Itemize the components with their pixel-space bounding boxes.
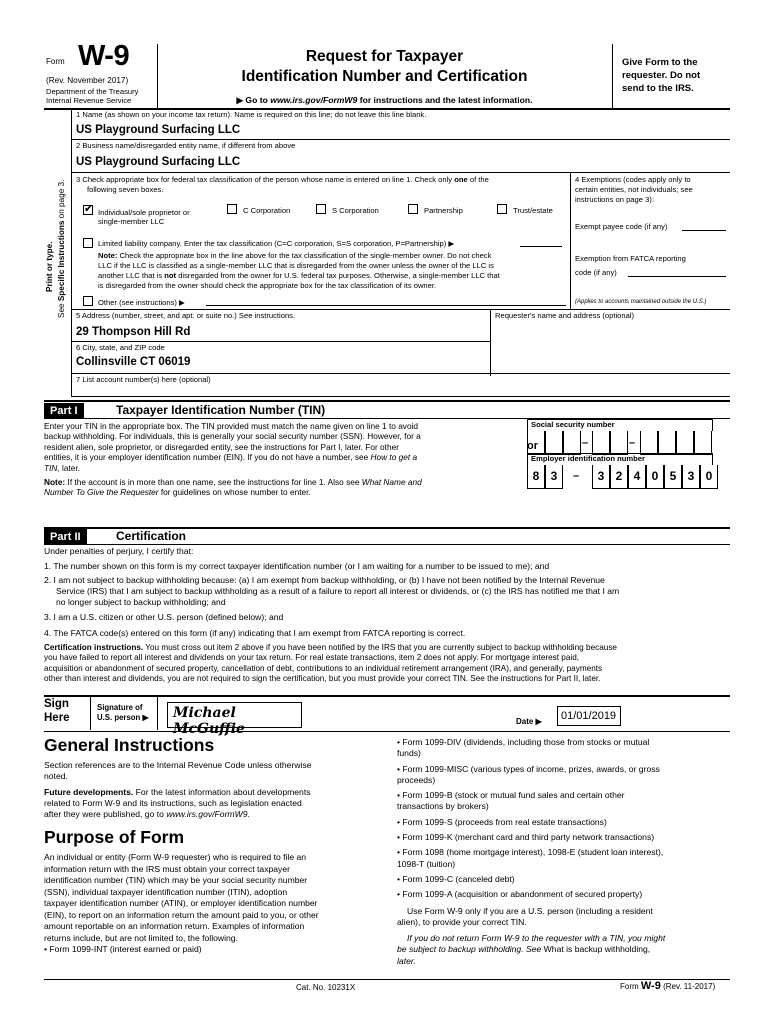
backup-line3: later. bbox=[397, 955, 416, 966]
note-line1 bbox=[98, 251, 491, 260]
pf-9: • Form 1099-INT (interest earned or paid) bbox=[44, 944, 202, 954]
signature-field[interactable] bbox=[167, 702, 302, 737]
ein-digit-box[interactable]: 0 bbox=[646, 465, 664, 489]
rule-after-line5 bbox=[71, 341, 490, 342]
part2-tag: Part II bbox=[44, 529, 87, 545]
rule-before-sign bbox=[44, 695, 730, 697]
ein-digit-box[interactable]: 4 bbox=[628, 465, 646, 489]
give-line1: Give Form to the bbox=[622, 57, 698, 68]
ein-label: Employer identification number bbox=[531, 454, 645, 463]
rule-after-line6 bbox=[71, 373, 730, 374]
form-1099-div: • Form 1099-DIV (dividends, including those from stocks or mutual bbox=[397, 737, 650, 747]
form-label: Form bbox=[46, 57, 65, 66]
n2a: Number To Give the Requester bbox=[44, 487, 159, 498]
side-divider bbox=[71, 109, 72, 397]
form-1098-cont: 1098-T (tuition) bbox=[397, 858, 456, 869]
form-1099-k: • Form 1099-K (merchant card and third party network transactions) bbox=[397, 832, 655, 843]
cert-instructions bbox=[44, 643, 730, 685]
future-dev-line1 bbox=[44, 787, 311, 798]
individual-label-2: single-member LLC bbox=[98, 217, 165, 226]
l3-b: one bbox=[454, 175, 468, 184]
requester-label: Requester's name and address (optional) bbox=[495, 311, 635, 320]
llc-checkbox[interactable] bbox=[83, 238, 93, 248]
note-line2: LLC if the LLC is classified as a single-member LLC that is disregarded from the owner unless the owner of the LLC is bbox=[98, 261, 494, 270]
ein-digit-box[interactable]: 3 bbox=[545, 465, 563, 489]
form-1099-misc-cont: proceeds) bbox=[397, 774, 436, 785]
ssn-label-box bbox=[527, 419, 713, 431]
note-3c: disregarded from the owner for U.S. federal tax purposes. Otherwise, a single-member LLC that bbox=[176, 271, 500, 280]
part1-tag: Part I bbox=[44, 403, 84, 419]
give-line2: requester. Do not bbox=[622, 70, 701, 81]
ssn-dash: – bbox=[582, 437, 589, 449]
p1-line1: Enter your TIN in the appropriate box. The TIN provided must match the name given on line 1 to avoid bbox=[44, 421, 419, 431]
form-name: W-9 bbox=[78, 40, 130, 72]
note-line3 bbox=[98, 271, 500, 280]
partnership-checkbox[interactable] bbox=[408, 204, 418, 214]
p1-5b: later. bbox=[59, 462, 80, 473]
fd-link[interactable]: www.irs.gov/FormW9. bbox=[166, 809, 250, 819]
llc-classification-input[interactable] bbox=[520, 246, 562, 247]
irs-link[interactable]: www.irs.gov/FormW9 bbox=[270, 95, 358, 105]
future-dev-line2: related to Form W-9 and its instructions, such as legislation enacted bbox=[44, 798, 302, 808]
ssn-digit-box[interactable] bbox=[694, 431, 712, 455]
fd-1: For the latest information about developments bbox=[133, 787, 311, 797]
pf-4: (SSN), individual taxpayer identification number (ITIN), adoption bbox=[44, 886, 288, 897]
address-field[interactable]: 29 Thompson Hill Rd bbox=[76, 326, 191, 338]
backup-line2 bbox=[397, 944, 665, 955]
n1b: If the account is in more than one name, see the instructions for line 1. Also see bbox=[65, 477, 362, 487]
n1c: What Name and bbox=[361, 477, 422, 487]
exemptions-label-2: certain entities, not individuals; see bbox=[575, 185, 693, 194]
form-title-line2: Identification Number and Certification bbox=[241, 68, 528, 85]
note-3a: another LLC that is bbox=[98, 271, 165, 280]
ci-line1 bbox=[44, 643, 730, 653]
exemptions-label: 4 Exemptions (codes apply only to bbox=[575, 175, 691, 184]
exempt-payee-input[interactable] bbox=[682, 230, 726, 231]
l3-a: 3 Check appropriate box for federal tax classification of the person whose name is entered on line 1. Check only bbox=[76, 175, 455, 184]
backup-2a: be subject to backup withholding. See bbox=[397, 944, 544, 955]
form-title-line1: Request for Taxpayer bbox=[305, 48, 464, 65]
trust-estate-label: Trust/estate bbox=[513, 206, 553, 215]
backup-line1: If you do not return Form W-9 to the requester with a TIN, you might bbox=[407, 933, 666, 944]
cert-item-2a: 2. I am not subject to backup withholding because: (a) I am exempt from backup withholding, or (b) I have not been notified by the Internal Revenue bbox=[44, 575, 605, 585]
give-line3: send to the IRS. bbox=[622, 83, 694, 94]
cert-item-4: 4. The FATCA code(s) entered on this form (if any) indicating that I am exempt from FATCA reporting is correct. bbox=[44, 628, 466, 638]
note-line-b bbox=[44, 487, 524, 497]
part2-title-rule bbox=[44, 544, 730, 545]
see-instructions-label bbox=[57, 180, 66, 318]
see-suffix: on page 3. bbox=[57, 179, 66, 221]
account-number-input[interactable] bbox=[71, 396, 730, 397]
fatca-label-2: code (if any) bbox=[575, 268, 617, 277]
c-corp-checkbox[interactable] bbox=[227, 204, 237, 214]
partnership-label: Partnership bbox=[424, 206, 463, 215]
l3-c: of the bbox=[467, 175, 489, 184]
individual-label: Individual/sole proprietor or bbox=[98, 208, 190, 217]
ein-digit-box[interactable]: 3 bbox=[682, 465, 700, 489]
c-corp-label: C Corporation bbox=[243, 206, 291, 215]
catalog-number: Cat. No. 10231X bbox=[296, 983, 356, 992]
line7-label: 7 List account number(s) here (optional) bbox=[76, 375, 211, 384]
ein-digit-box[interactable]: 8 bbox=[527, 465, 545, 489]
signature-value: Michael McGuffie bbox=[173, 705, 245, 737]
header-divider-right bbox=[612, 44, 613, 108]
goto-instructions bbox=[157, 95, 612, 106]
cert-item-3: 3. I am a U.S. citizen or other U.S. person (defined below); and bbox=[44, 612, 284, 622]
trust-estate-checkbox[interactable] bbox=[497, 204, 507, 214]
agency: Internal Revenue Service bbox=[46, 96, 132, 105]
form-1099-c: • Form 1099-C (canceled debt) bbox=[397, 873, 515, 884]
p1-line5 bbox=[44, 463, 524, 473]
backup-2b: What is backup withholding, bbox=[543, 944, 651, 955]
line1-label: 1 Name (as shown on your income tax return). Name is required on this line; do not leave this line blank. bbox=[76, 110, 427, 119]
rule-after-line1 bbox=[71, 139, 730, 140]
purpose-body bbox=[44, 852, 319, 956]
ssn-digit-box[interactable] bbox=[676, 431, 694, 455]
ci-bold: Certification instructions. bbox=[44, 643, 144, 652]
ci-line4: other than interest and dividends, you are not required to sign the certification, but you must provide your correct TIN. See the instructions for Part II, later. bbox=[44, 674, 601, 684]
ci-line3: acquisition or abandonment of secured property, cancellation of debt, contributions to an individual retirement arrangement (IRA), and generally, payments bbox=[44, 663, 603, 673]
s-corp-label: S Corporation bbox=[332, 206, 379, 215]
rule-after-line3 bbox=[71, 309, 730, 310]
goto-prefix: ▶ Go to bbox=[236, 95, 271, 105]
here-word: Here bbox=[44, 712, 70, 724]
future-dev-line3 bbox=[44, 809, 250, 820]
ssn-digit-box[interactable] bbox=[592, 431, 610, 455]
checkmark-icon: ✔ bbox=[84, 203, 94, 215]
goto-suffix: for instructions and the latest information. bbox=[357, 95, 533, 105]
pf-5: taxpayer identification number (ATIN), or employer identification number bbox=[44, 898, 318, 908]
other-label: Other (see instructions) ▶ bbox=[98, 298, 185, 307]
line3-exemption-divider bbox=[570, 172, 571, 309]
business-name-field[interactable]: US Playground Surfacing LLC bbox=[76, 156, 241, 168]
note-text1: Check the appropriate box in the line above for the tax classification of the single-member owner. Do not check bbox=[117, 251, 492, 260]
ci-1: You must cross out item 2 above if you have been notified by the IRS that you are currently subject to backup withholding because bbox=[143, 643, 617, 652]
or-label: or bbox=[527, 440, 538, 452]
footer-rev: (Rev. 11-2017) bbox=[660, 982, 716, 991]
note-3b: not bbox=[164, 271, 177, 280]
ein-digit-box[interactable]: 0 bbox=[700, 465, 718, 489]
exempt-payee-label: Exempt payee code (if any) bbox=[575, 222, 668, 231]
footer-form-label: Form bbox=[620, 982, 641, 991]
revision: (Rev. November 2017) bbox=[46, 76, 129, 85]
form-1099-a: • Form 1099-A (acquisition or abandonment of secured property) bbox=[397, 889, 643, 900]
form-1099-s: • Form 1099-S (proceeds from real estate transactions) bbox=[397, 816, 607, 827]
part1-title: Taxpayer Identification Number (TIN) bbox=[116, 403, 326, 417]
note-line4: is disregarded from the owner should check the appropriate box for the tax classification of its owner. bbox=[98, 281, 437, 290]
footer-form-id bbox=[620, 980, 715, 992]
note-line-a bbox=[44, 477, 524, 487]
line3-label bbox=[76, 175, 489, 184]
p1-line2: backup withholding. For individuals, this is generally your social security number (SSN). However, for a bbox=[44, 431, 421, 442]
other-checkbox[interactable] bbox=[83, 296, 93, 306]
pf-3: identification number (TIN) which may be your social security number bbox=[44, 875, 308, 885]
ssn-digit-box[interactable] bbox=[545, 431, 563, 455]
pf-7: amount reportable on an information return. Examples of information bbox=[44, 921, 305, 931]
ci-line2: you have failed to report all interest and dividends on your tax return. For real estate transactions, item 2 does not apply. For mortgage interest paid, bbox=[44, 653, 580, 663]
department: Department of the Treasury bbox=[46, 87, 139, 96]
use-w9-line1: Use Form W-9 only if you are a U.S. person (including a resident bbox=[407, 905, 653, 916]
fatca-label: Exemption from FATCA reporting bbox=[575, 254, 686, 263]
fd-3a: after they were published, go to bbox=[44, 809, 167, 819]
purpose-heading: Purpose of Form bbox=[44, 827, 185, 847]
signature-label bbox=[97, 703, 149, 723]
n1a: Note: bbox=[44, 477, 66, 487]
cert-item-1: 1. The number shown on this form is my correct taxpayer identification number (or I am waiting for a number to be issued to me); and bbox=[44, 561, 550, 571]
footer-w9: W-9 bbox=[640, 980, 661, 992]
date-field[interactable] bbox=[557, 706, 621, 726]
requester-divider bbox=[490, 309, 491, 376]
applies-note: (Applies to accounts maintained outside the U.S.) bbox=[575, 299, 707, 305]
signature-divider bbox=[157, 697, 158, 730]
fd-bold: Future developments. bbox=[44, 787, 134, 797]
ein-label-box bbox=[527, 453, 713, 465]
general-instructions-heading: General Instructions bbox=[44, 735, 215, 755]
cert-item-2c: no longer subject to backup withholding; and bbox=[56, 597, 226, 607]
exemptions-label-3: instructions on page 3): bbox=[575, 195, 654, 204]
form-1098: • Form 1098 (home mortgage interest), 1098-E (student loan interest), bbox=[397, 847, 664, 858]
p1-4b: How to get a bbox=[370, 452, 418, 463]
ssn-dash: – bbox=[629, 437, 636, 449]
line6-label: 6 City, state, and ZIP code bbox=[76, 343, 165, 352]
part2-title: Certification bbox=[116, 529, 187, 543]
pf-6: (EIN), to report on an information return the amount paid to you, or other bbox=[44, 909, 319, 920]
perjury-intro: Under penalties of perjury, I certify that: bbox=[44, 546, 194, 556]
pf-1: An individual or entity (Form W-9 requester) who is required to file an bbox=[44, 852, 307, 862]
fatca-code-input[interactable] bbox=[628, 276, 726, 277]
rule-before-part1 bbox=[44, 400, 730, 402]
p1-5a: TIN, bbox=[44, 462, 60, 473]
sign-divider bbox=[90, 697, 91, 730]
gen-p1-line2: noted. bbox=[44, 771, 68, 781]
form-1099-b: • Form 1099-B (stock or mutual fund sales and certain other bbox=[397, 790, 625, 801]
individual-checkbox[interactable] bbox=[83, 205, 93, 215]
ssn-digit-box[interactable] bbox=[640, 431, 658, 455]
other-input[interactable] bbox=[206, 305, 566, 306]
name-field[interactable]: US Playground Surfacing LLC bbox=[76, 124, 241, 136]
forms-list bbox=[397, 737, 665, 967]
ssn-digit-box[interactable] bbox=[610, 431, 628, 455]
ssn-digit-box[interactable] bbox=[658, 431, 676, 455]
form-1099-misc: • Form 1099-MISC (various types of income, prizes, awards, or gross bbox=[397, 763, 660, 774]
pf-2: information return with the IRS must obtain your correct taxpayer bbox=[44, 863, 290, 874]
s-corp-checkbox[interactable] bbox=[316, 204, 326, 214]
rule-after-line2 bbox=[71, 172, 730, 173]
form-1099-div-cont: funds) bbox=[397, 748, 421, 759]
sig-label-1: Signature of bbox=[97, 703, 143, 712]
pf-8: returns include, but are not limited to, the following. bbox=[44, 932, 238, 943]
city-state-zip-field[interactable]: Collinsville CT 06019 bbox=[76, 356, 191, 368]
note-bold: Note: bbox=[98, 251, 118, 260]
ein-dash: – bbox=[573, 470, 580, 482]
part1-note bbox=[44, 477, 524, 498]
ssn-digit-box[interactable] bbox=[563, 431, 581, 455]
give-form-note bbox=[622, 56, 700, 95]
ein-digit-box[interactable]: 5 bbox=[664, 465, 682, 489]
ssn-label: Social security number bbox=[531, 420, 615, 429]
p1-line4 bbox=[44, 452, 524, 462]
gen-p1-line1: Section references are to the Internal Revenue Code unless otherwise bbox=[44, 760, 312, 770]
see-bold: Specific Instructions bbox=[57, 220, 66, 302]
date-value: 01/01/2019 bbox=[561, 710, 617, 722]
cert-item-2b: Service (IRS) that I am subject to backup withholding as a result of a failure to report all interest or dividends, or (c) the IRS has notified me that I am bbox=[56, 586, 620, 596]
use-w9-line2: alien), to provide your correct TIN. bbox=[397, 916, 527, 927]
line2-label: 2 Business name/disregarded entity name, if different from above bbox=[76, 141, 296, 150]
see-prefix: See bbox=[57, 301, 66, 318]
n2b: for guidelines on whose number to enter. bbox=[158, 487, 311, 498]
sign-here bbox=[44, 697, 70, 725]
date-label: Date ▶ bbox=[516, 717, 542, 726]
line5-label: 5 Address (number, street, and apt. or suite no.) See instructions. bbox=[76, 311, 296, 320]
p1-line3: resident alien, sole proprietor, or disregarded entity, see the instructions for Part I, later. For other bbox=[44, 441, 399, 452]
part1-instructions bbox=[44, 421, 524, 473]
rule-after-sign bbox=[44, 731, 730, 732]
p1-4a: entities, it is your employer identification number (EIN). If you do not have a number, see bbox=[44, 452, 371, 463]
print-or-type-label: Print or type. bbox=[45, 241, 54, 292]
ein-digit-box[interactable]: 3 bbox=[592, 465, 610, 489]
sign-word: Sign bbox=[44, 698, 69, 710]
sig-label-2: U.S. person ▶ bbox=[97, 713, 149, 722]
line3-label-cont: following seven boxes. bbox=[87, 185, 164, 194]
ein-digit-box[interactable]: 2 bbox=[610, 465, 628, 489]
llc-label: Limited liability company. Enter the tax classification (C=C corporation, S=S corporation, P=Partnership) ▶ bbox=[98, 239, 455, 248]
form-1099-b-cont: transactions by brokers) bbox=[397, 801, 489, 812]
